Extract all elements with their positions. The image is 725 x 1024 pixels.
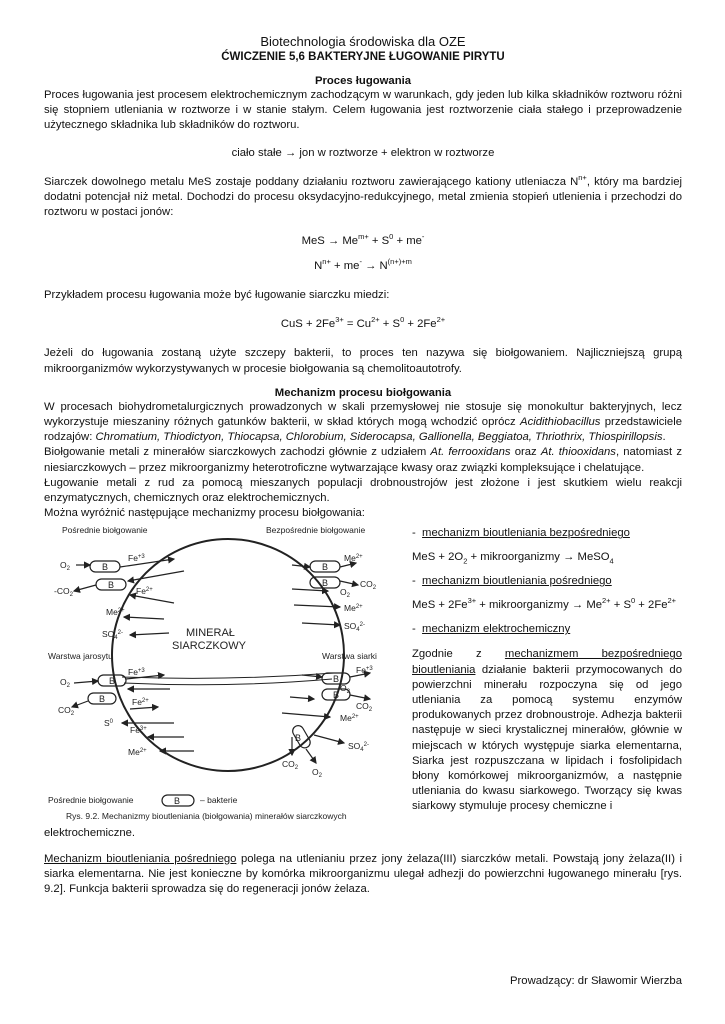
svg-text:O2: $O_2$	[340, 683, 350, 696]
paragraph-mixed-cultures: W procesach biohydrometalurgicznych prowadzonych w skali przemysłowej nie stosuje się monokultur bakteryjnych, lecz wykorzystuje mieszaniny różnych gatunków bakterii, w skład których mogą wchodzić oprócz Acidithiobacillus przedstawiciele rodzajów: Chromatium, Thiodictyon, Thiocapsa, Chlorobium, Siderocapsa, Gallionella, Beggiatoa, Thriothrix, Thiospirillopsis.	[44, 400, 683, 444]
svg-text:O2: $O_2$	[60, 677, 70, 690]
svg-text:SO42-: $SO_4^{2-}$	[348, 741, 369, 754]
figure-label-indirect-bottom: Pośrednie biołgowanie	[48, 795, 134, 806]
mechanism-direct-equation: MeS + $2O_2$ + mikroorganizmy → MeSO$_4$	[412, 551, 614, 566]
svg-text:Me2+: $Me^{2+}$	[344, 603, 363, 614]
svg-text:B: B	[108, 580, 115, 591]
equation-copper-sulfide: CuS + $2Fe^{3+} = Cu^{2+} + S^0 + 2Fe^{2+}$	[280, 315, 446, 331]
mechanism-indirect-label: - mechanizm bioutleniania pośredniego	[412, 575, 612, 588]
paragraph-ferrooxidans: Biołgowanie metali z minerałów siarczkowych zachodzi głównie z udziałem At. ferrooxidans oraz At. thiooxidans, natomiast z niesiarczkowych – przez mikroorganizmy heterotroficzne wytwarzające kwasy oraz związki kompleksujące i chelatujące.	[44, 446, 682, 474]
svg-text:B: B	[295, 733, 302, 744]
mineral-circle	[112, 539, 344, 771]
svg-text:B: B	[333, 690, 340, 701]
mechanism-electrochemical-label: - mechanizm elektrochemiczny	[412, 623, 571, 636]
figure-label-indirect-top: Pośrednie biołgowanie	[62, 525, 148, 536]
svg-text:Fe+3: $Fe^{+3}$	[128, 667, 145, 678]
svg-text:O2: $O_2$	[312, 767, 322, 780]
svg-text:Fe+3: $Fe^{+3}$	[128, 553, 145, 564]
svg-text:CO2: $CO_2$	[356, 701, 373, 714]
svg-text:B: B	[322, 578, 329, 589]
equation-oxidant-reduction: $N^{n+} + me^- \to N^{(n+)+m}$	[314, 257, 412, 273]
section-heading-mechanism: Mechanizm procesu biołgowania	[274, 386, 452, 399]
svg-text:SO42-: $SO_4^{2-}$	[344, 621, 365, 634]
svg-text:B: B	[109, 676, 116, 687]
svg-text:B: B	[322, 562, 329, 573]
paragraph-mixed-populations: Ługowanie metali z rud za pomocą mieszanych populacji drobnoustrojów jest złożone i jest skutkiem wielu reakcji enzymatycznych, chemicznych oraz elektrochemicznych.	[44, 476, 682, 505]
svg-text:Fe3+: $Fe^{3+}$	[130, 725, 147, 736]
equation-mes-oxidation: MeS → $Me^{m+} + S^0 + me^-$	[301, 232, 425, 248]
figure-and-mechanisms	[44, 521, 682, 826]
svg-text:S0: $S^0$	[104, 718, 114, 729]
document-title: Biotechnologia środowiska dla OZE	[260, 34, 466, 49]
mineral-label-line2: SIARCZKOWY	[172, 640, 246, 653]
svg-text:O2: $O_2$	[340, 587, 350, 600]
figure-bioleaching-mechanisms	[44, 523, 398, 823]
svg-text:-CO2: $-CO_2$	[54, 586, 73, 599]
document-subtitle: ĆWICZENIE 5,6 BAKTERYJNE ŁUGOWANIE PIRYTU	[221, 51, 505, 63]
figure-caption: Rys. 9.2. Mechanizmy bioutleniania (biołgowania) minerałów siarczkowych	[66, 811, 347, 822]
svg-text:B: B	[102, 562, 109, 573]
footer-instructor: Prowadzący: dr Sławomir Wierzba	[509, 975, 682, 987]
sulfur-layer-label: Warstwa siarki	[322, 651, 377, 662]
equation-solid-to-ion: ciało stałe → jon w roztworze + elektron w roztworze	[231, 146, 495, 159]
mineral-label-line1: MINERAŁ	[186, 627, 235, 640]
paragraph-electrochemical-end: elektrochemiczne.	[44, 827, 136, 840]
svg-text:Me2+: $Me^{2+}$	[128, 747, 147, 758]
paragraph-copper-example: Przykładem procesu ługowania może być ługowanie siarczku miedzi:	[44, 289, 390, 302]
svg-text:SO42-: $SO_4^{2-}$	[102, 629, 123, 642]
paragraph-metal-sulfide: Siarczek dowolnego metalu MeS zostaje poddany działaniu roztworu zawierającego kationy utleniacza $N^{n+}$, który ma bardziej dodatni potencjał niż metal. Dochodzi do procesu oksydacyjno-redukcyjnego, metal zmienia stopień utlenienia i przechodzi do roztworu w postaci jonów:	[44, 172, 682, 219]
svg-text:B: B	[99, 694, 106, 705]
svg-text:CO2: $CO_2$	[360, 579, 377, 592]
svg-text:CO2: $CO_2$	[58, 705, 75, 718]
paragraph-bioleaching-intro: Jeżeli do ługowania zostaną użyte szczepy bakterii, to proces ten nazywa się biołgowaniem. Najliczniejszą grupą mikroorganizmów wykorzystywanych w procesie biołgowania są chemolitoautotrofy.	[44, 347, 682, 375]
svg-text:CO2: $CO_2$	[282, 759, 299, 772]
svg-text:O2: $O_2$	[60, 560, 70, 573]
paragraph-mechanisms-intro: Można wyróżnić następujące mechanizmy procesu biołgowania:	[44, 507, 365, 520]
mechanisms-column	[412, 521, 682, 814]
svg-text:Fe2+: $Fe^{2+}$	[132, 697, 149, 708]
mechanism-indirect-equation: MeS + $2Fe^{3+}$ + mikroorganizmy → $Me^{2+} + S^0 + 2Fe^{2+}$	[412, 596, 677, 612]
svg-text:B: B	[333, 674, 340, 685]
paragraph-direct-mechanism: Zgodnie z mechanizmem bezpośredniego bioutleniania działanie bakterii przymocowanych do powierzchni minerału rozpoczyna się od jego utleniania za pomocą systemu enzymów produkowanych przez drobnoustroje. Adhezja bakterii następuje w sieci krystalicznej minerałów, głównie w miejscach w których występuje siarka elementarna, Siarka jest rozpuszczana w lipidach i fosfolipidach błony komórkowej mikroorganizmów, a następnie utleniania do kwasu siarkowego. Tworzący się kwas siarkowy stymuluje procesy chemiczne i	[412, 648, 682, 813]
jarosite-layer-label: Warstwa jarosytu	[48, 651, 113, 662]
svg-text:Me2+: $Me^{2+}$	[106, 607, 125, 618]
legend-bacterium-letter: B	[174, 796, 181, 807]
legend-bacterium-text: – bakterie	[200, 795, 238, 806]
paragraph-indirect-mechanism: Mechanizm bioutleniania pośredniego polega na utlenianiu przez jony żelaza(III) siarczków metali. Powstają jony żelaza(II) i siarka elementarna. Nie jest konieczne by komórka mikroorganizmu ulegał adhezji do powierzchni ługowanego minerału [rys. 9.2]. Funkcja bakterii sprowadza się do regeneracji jonów żelaza.	[44, 852, 682, 896]
paragraph-leaching-definition: Proces ługowania jest procesem elektrochemicznym zachodzącym w warunkach, gdy jeden lub kilka składników roztworu różni się stopniem utleniania w roztworze i w stanie stałym. Celem ługowania jest roztworzenie ciała stałego i przeprowadzenie użytecznego składnika lub składników do roztworu.	[44, 89, 682, 132]
svg-text:Fe2+: $Fe^{2+}$	[136, 586, 153, 597]
svg-text:Me2+: $Me^{2+}$	[344, 553, 363, 564]
figure-label-direct-top: Bezpośrednie biołgowanie	[266, 525, 366, 536]
mechanism-direct-label: - mechanizm bioutleniania bezpośredniego	[412, 527, 630, 540]
svg-text:Fe+3: $Fe^{+3}$	[356, 665, 373, 676]
section-heading-leaching: Proces ługowania	[314, 75, 412, 87]
document-page	[44, 34, 682, 897]
svg-text:Me2+: $Me^{2+}$	[340, 713, 359, 724]
